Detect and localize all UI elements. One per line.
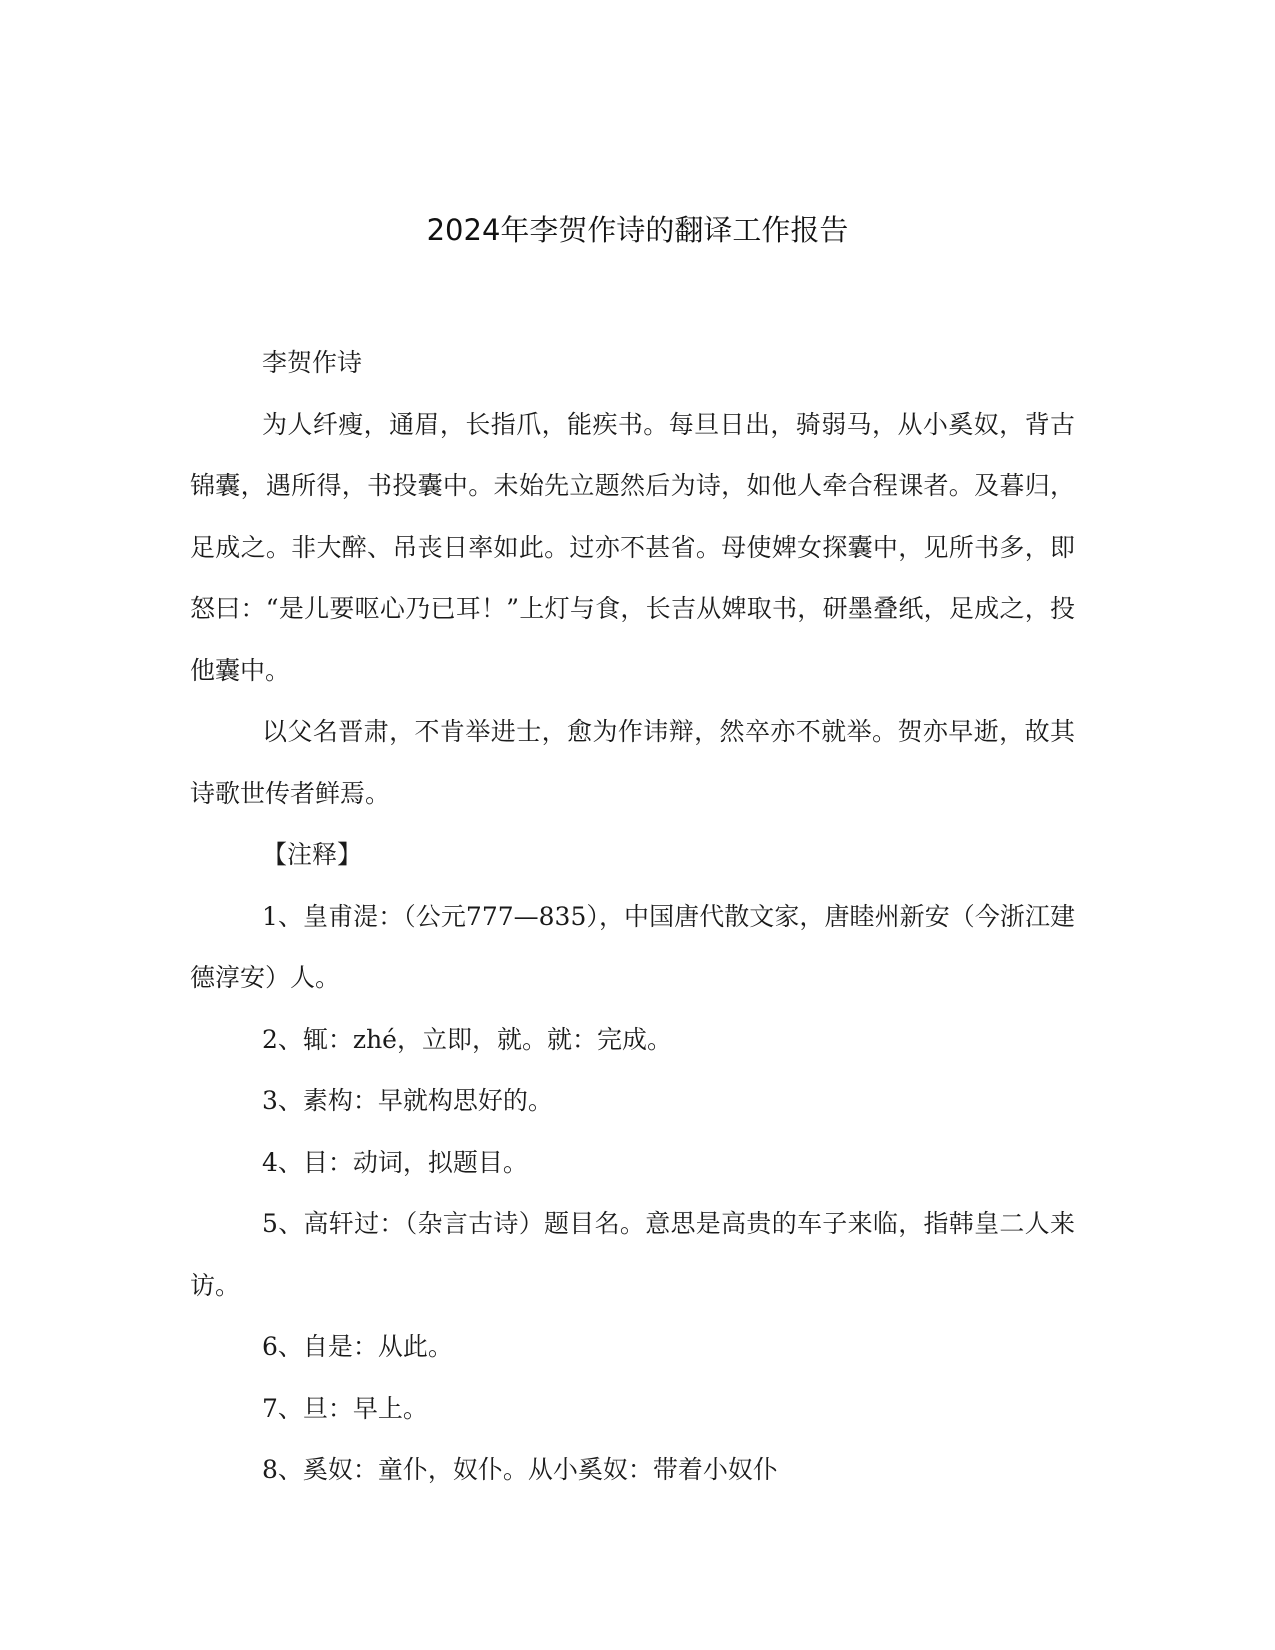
note-item: 6、自是：从此。 xyxy=(262,1332,453,1361)
paragraph-heading: 李贺作诗 xyxy=(262,348,363,377)
note-item: 8、奚奴：童仆，奴仆。从小奚奴：带着小奴仆 xyxy=(262,1455,778,1484)
paragraph: 为人纤瘦，通眉，长指爪，能疾书。每旦日出，骑弱马，从小奚奴，背古锦囊，遇所得，书投囊中。未始先立题然后为诗，如他人牵合程课者。及暮归，足成之。非大醉、吊丧日率如此。过亦不甚省。母使婢女探囊中，见所书多，即怒曰：“是儿要呕心乃已耳！”上灯与食，长吉从婢取书，研墨叠纸，足成之，投他囊中。 xyxy=(190,409,1075,685)
note-item: 1、皇甫湜：（公元777—835），中国唐代散文家，唐睦州新安（今浙江建德淳安）人。 xyxy=(190,901,1075,992)
document-title: 2024年李贺作诗的翻译工作报告 xyxy=(426,213,849,247)
document-body xyxy=(190,332,1075,1501)
note-item: 7、旦：早上。 xyxy=(262,1393,428,1423)
note-item: 2、辄：zhé，立即，就。就：完成。 xyxy=(262,1024,672,1054)
note-item: 5、高轩过：（杂言古诗）题目名。意思是高贵的车子来临，指韩皇二人来访。 xyxy=(190,1209,1075,1300)
notes-heading: 【注释】 xyxy=(262,840,363,869)
note-item: 3、素构：早就构思好的。 xyxy=(262,1086,553,1115)
note-item: 4、目：动词，拟题目。 xyxy=(262,1147,528,1177)
paragraph: 以父名晋肃，不肯举进士，愈为作讳辩，然卒亦不就举。贺亦早逝，故其诗歌世传者鲜焉。 xyxy=(190,717,1075,808)
